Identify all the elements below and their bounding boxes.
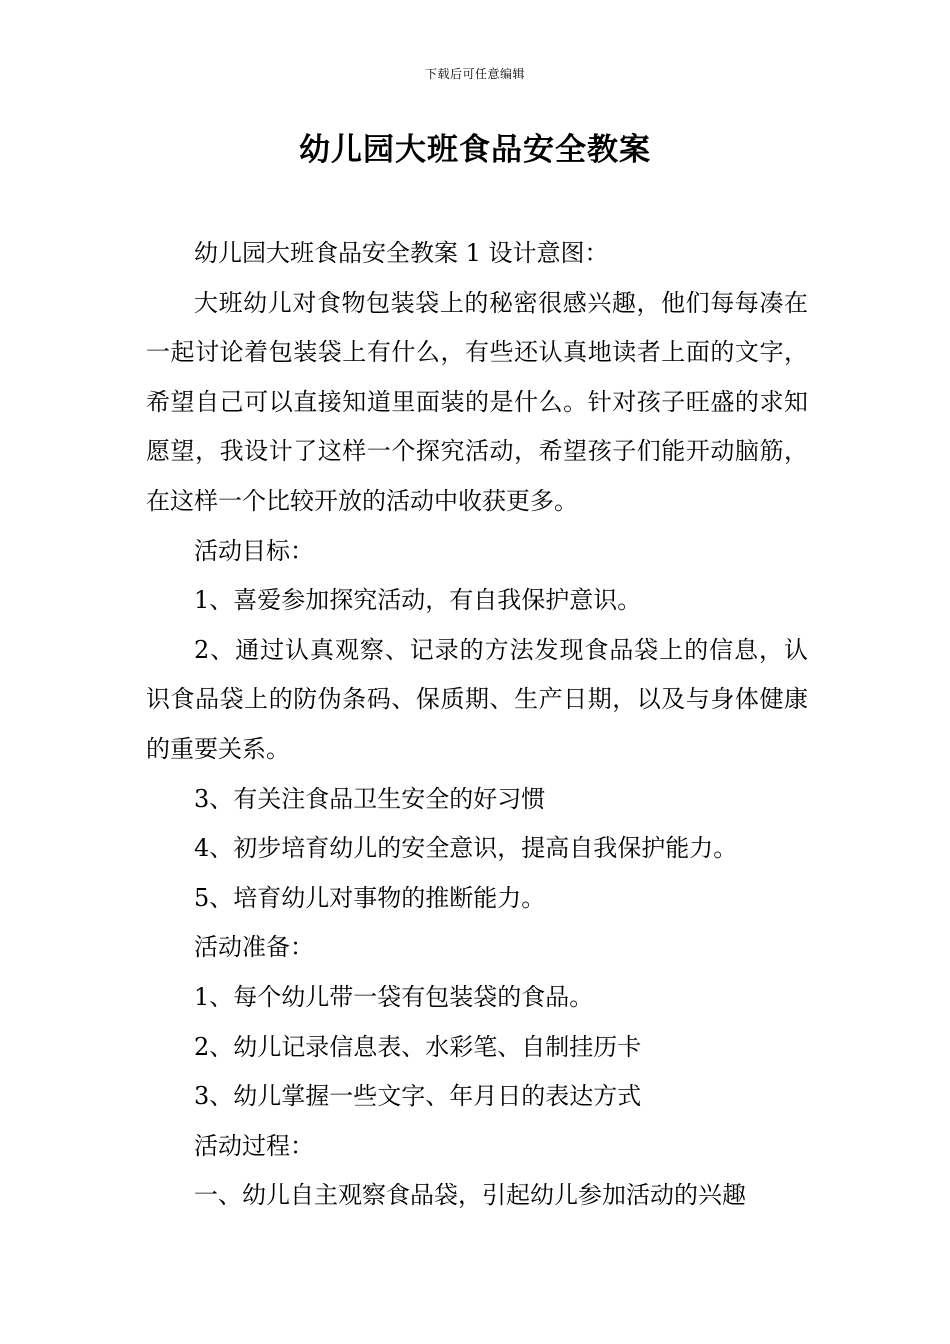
preparation-item-2: 2、幼儿记录信息表、水彩笔、自制挂历卡 — [194, 1032, 642, 1061]
paragraph-design-intent: 大班幼儿对食物包装袋上的秘密很感兴趣，他们每每凑在一起讨论着包装袋上有什么，有些还认真地读者上面的文字，希望自己可以直接知道里面装的是什么。针对孩子旺盛的求知愿望，我设计了这样一个探究活动，希望孩子们能开动脑筋，在这样一个比较开放的活动中收获更多。 — [146, 288, 808, 515]
goal-item-4: 4、初步培育幼儿的安全意识，提高自我保护能力。 — [194, 834, 738, 863]
goal-item-3: 3、有关注食品卫生安全的好习惯 — [194, 784, 546, 813]
document-title: 幼儿园大班食品安全教案 — [299, 132, 651, 168]
paragraph-intro-heading: 幼儿园大班食品安全教案 1 设计意图： — [194, 239, 609, 267]
preparation-item-1: 1、每个幼儿带一袋有包装袋的食品。 — [194, 982, 594, 1011]
goal-item-2: 2、通过认真观察、记录的方法发现食品袋上的信息，认识食品袋上的防伪条码、保质期、生产日期，以及与身体健康的重要关系。 — [146, 635, 808, 763]
goal-item-5: 5、培育幼儿对事物的推断能力。 — [194, 883, 546, 912]
section-heading-preparation: 活动准备： — [194, 933, 314, 962]
document-body — [146, 229, 808, 1221]
header-note: 下载后可任意编辑 — [424, 67, 525, 81]
preparation-item-3: 3、幼儿掌握一些文字、年月日的表达方式 — [194, 1082, 642, 1111]
section-heading-goals: 活动目标： — [194, 536, 314, 565]
goal-item-1: 1、喜爱参加探究活动，有自我保护意识。 — [194, 586, 642, 615]
section-heading-process: 活动过程： — [194, 1131, 314, 1160]
process-step-1: 一、幼儿自主观察食品袋，引起幼儿参加活动的兴趣 — [194, 1181, 746, 1210]
